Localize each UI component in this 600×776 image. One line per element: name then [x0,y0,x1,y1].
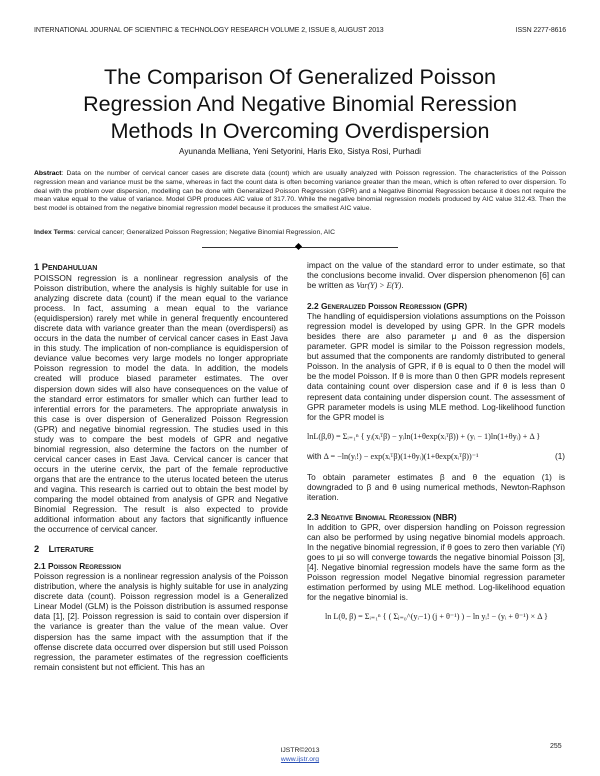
section-2-3-body: In addition to GPR, over dispersion handling on Poisson regression can also be performed by using negative binomial models approach. In the negative binomial regression, if θ goes to zero then variable (Yi) goes to μi so will converge towards the negative binomial Poisson [3], [4]. Negative binomial regression models have the same form as the Poisson regression model Negative binomial regression parameter estimation performed by using MLE method. Log-likelihood equation for the negative binomial is. [307,521,565,603]
index-terms-label: Index Terms [34,229,74,236]
abstract [34,170,566,214]
left-column [34,262,288,672]
section-heading-2-2: 2.2 Generalized Poisson Regression (GPR) [307,301,468,312]
delta-equation-row [307,452,565,462]
footer-copyright: IJSTR©2013 [280,747,320,754]
title-line-1: The Comparison Of Generalized Poisson [104,65,496,89]
nbr-loglikelihood-equation: ln L(θ, β) = Σᵢ₌₁ⁿ { ( Σⱼ₌₀^(yᵢ−1) (j + θ⁻¹) ) − ln yᵢ! − (yᵢ + θ⁻¹) × Δ } [325,612,548,622]
section-1-body: POISSON regression is a nonlinear regression analysis of the Poisson distribution, where the analysis is highly suitable for use in analyzing discrete data (count) if the mean equal to the variance process. In fact, assuming a mean equal to the variance (equidispersion) rarely met while in general frequently encountered discrete data with variance greater than the mean (overdispersi) as occurs in the data the number of cervical cancer cases in East Java in this study. The implication of non-compliance is equidispersion of deviance value becomes very large models no longer appropriate Poisson regression to model the data. In addition, the models created will produce biased parameter estimates. The over dispersion down sides will also have consequences on the value of the standard error estimators for smaller which can further lead to inferential errors for the parameters. The appropriate anwalysis in this case is over dispersion of Generalized Poisson Regression (GPR) and negative binomial regression. The studies used in this study was to compare the best models of GPR and negative binomial regression, also determine the factors on the number of cervical cancer cases in East Java. Cervical cancer is cancer that occurs in the uterine cervix, the part of the female reproductive organs that are the entrance to the uterus located beteen the uterus and vagina. This research is carried out to obtain the best model by comparing the model obtained from analysis of GPR and Negative Binomial Regression. The result is also expected to provide additional information about any factors that significantly influence the occurrence of cervical cancer. [34,273,288,535]
authors: Ayunanda Melliana, Yeni Setyorini, Haris Eko, Sistya Rosi, Purhadi [179,147,421,156]
delta-equation: Δ = −ln(yᵢ!) − exp(xᵢᵀβ)(1+θyᵢ)(1+θexp(xᵢᵀβ))⁻¹ [323,451,479,461]
diamond-ornament-icon [295,243,302,250]
section-heading-1: 1 Pendahuluan [34,262,98,272]
right-column [307,260,565,622]
abstract-label: Abstract [34,170,62,177]
footer-link-container [0,756,600,763]
overdispersion-inequality: Var(Y) > E(Y) [356,281,402,291]
section-heading-2: 2 Literature [34,544,94,555]
title-line-3: Methods In Overcoming Overdispersion [110,119,490,143]
equation-number: (1) [554,451,565,461]
journal-website-link[interactable]: www.ijstr.org [280,756,320,763]
title-line-2: Regression And Negative Binomial Reression [83,92,517,116]
with-label: with [307,451,322,461]
index-terms-text: : cervical cancer; Generalized Poisson Regression; Negative Binomial Regression, AIC [73,229,335,236]
section-heading-2-1: 2.1 Poisson Regression [34,561,121,572]
journal-header: INTERNATIONAL JOURNAL OF SCIENTIFIC & TECHNOLOGY RESEARCH VOLUME 2, ISSUE 8, AUGUST 2013 [34,27,384,34]
abstract-text: : Data on the number of cervical cancer cases are discrete data (count) which are usually analyzed with Poisson regression. The characteristics of the Poisson regression mean and variance must be the same, whereas in fact the count data is often becoming variance greater than the mean, which is often refered to over dispersion. To deal with the problem over dispersion, modelling can be done with Generalized Poisson Regression (GPR) and a Negative Binomial Regression because it does not require the mean value equal to the value of variance. Model GPR produces AIC value of 317.70. While the negative binomial regression models produced by AIC value 312.43. Then the best model is obtained from the negative binomial regression model because it produces the smallest AIC value. [34,170,566,213]
index-terms [34,229,566,236]
page-number: 255 [550,743,562,750]
section-2-2-after: To obtain parameter estimates β and θ the equation (1) is downgraded to β and θ using numerical methods, Newton-Raphson iteration. [307,471,565,502]
gpr-loglikelihood-equation: lnL(β,θ) = Σᵢ₌₁ⁿ { yᵢ(xᵢᵀβ) − yᵢln(1+θexp(xᵢᵀβ)) + (yᵢ − 1)ln(1+θyᵢ) + Δ } [307,431,541,441]
paper-title [30,64,570,145]
section-2-1-continued: impact on the value of the standard error to under estimate, so that the conclusions become invalid. Over dispersion phenomenon [6] can be written as Var(Y) > E(Y). [307,260,565,291]
section-2-2-body: The handling of equidispersion violations assumptions on the Poisson regression model is developed by using GPR. In the GPR models besides there are also parameter μ and θ as the dispersion parameter. GPR model is similar to the Poisson regression models, but assumed that the components are randomly distributed to general Poisson. In the analysis of GPR, if θ is equal to 0 then the model will be the model Poisson. If θ is more than 0 then GPR models represent data containing count over dispersion case and if θ is less than 0 represent data containing under dispersion count. The assessment of GPR parameter models is using MLE method. Log-likelihood function for the GPR model is [307,311,565,422]
section-heading-2-3: 2.3 Negative Binomial Regression (NBR) [307,511,457,522]
running-header [34,27,566,34]
section-2-1-body: Poisson regression is a nonlinear regression analysis of the Poisson distribution, where the analysis is highly suitable for use in analyzing discrete data (count). Poisson regression model is a Generalized Linear Model (GLM) is the Poisson distribution is assumed response data [1], [2]. Poisson regression is said to contain over dispersion if the variance is greater than the value of the mean value. Over dispersion has the same impact with the assumption that if the offense discrete data occurred over dispersion but still used Poisson regression, the parameter estimates of the regression coefficients remain consistent but not efficient. This has an [34,571,288,672]
issn: ISSN 2277-8616 [515,27,566,34]
